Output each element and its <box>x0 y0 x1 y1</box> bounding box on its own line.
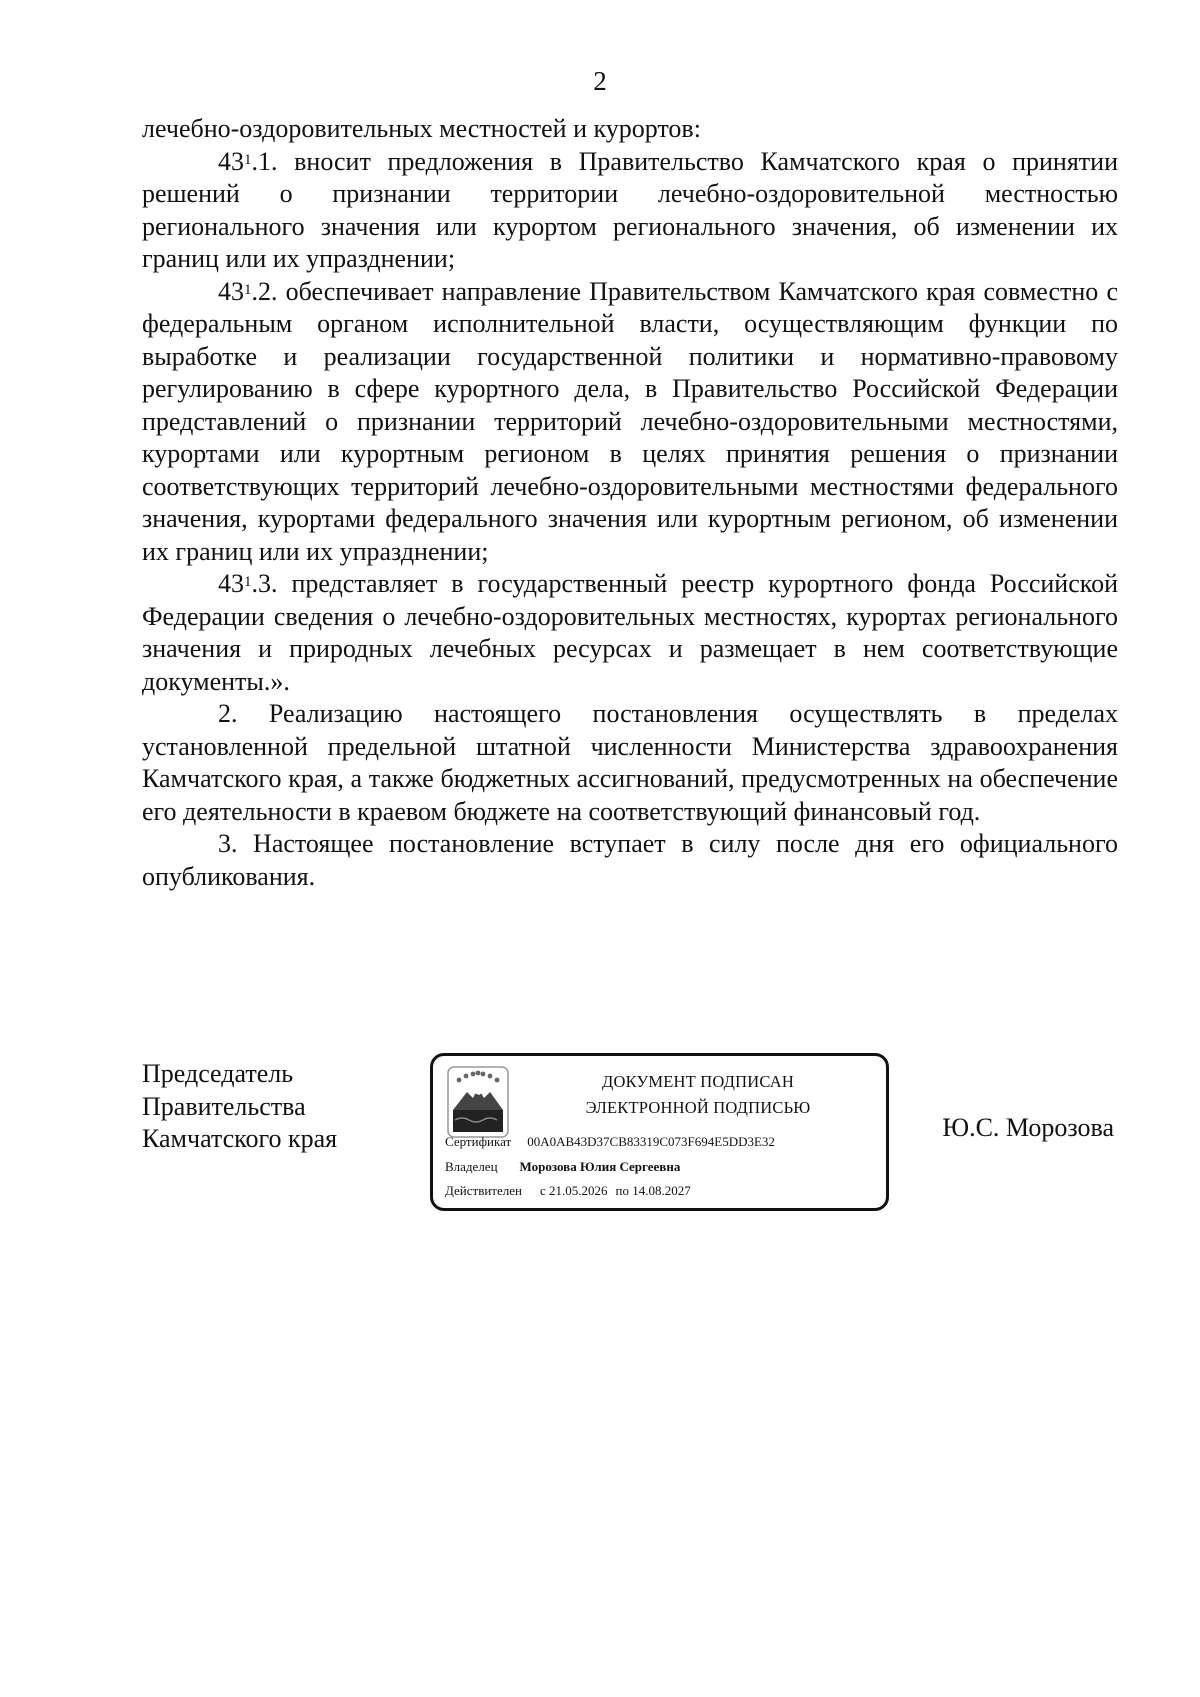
clause-text: .3. представляет в государственный реестр курортного фонда Российской Федерации сведения о лечебно-оздоровительных местностях, курортах регионального значения и природных лечебных ресурсах и размещает в нем соответствующие документы.». <box>142 569 1118 696</box>
stamp-heading <box>528 1069 868 1121</box>
stamp-certificate-row <box>445 1134 775 1150</box>
validity-label: Действителен <box>445 1183 522 1198</box>
owner-label: Владелец <box>445 1159 498 1174</box>
certificate-value: 00A0AB43D37CB83319C073F694E5DD3E32 <box>527 1134 775 1149</box>
clause-text: .2. обеспечивает направление Правительством Камчатского края совместно с федеральным органом исполнительной власти, осуществляющим функции по выработке и реализации государственной политики и нормативно-правовому регулированию в сфере курортного дела, в Правительство Российской Федерации представлений о признании территорий лечебно-оздоровительными местностями, курортами или курортным регионом в целях принятия решения о признании соответствующих территорий лечебно-оздоровительными местностями федерального значения, курортами федерального значения или курортным регионом, об изменении их границ или их упразднении; <box>142 276 1118 566</box>
clause-superscript: 1 <box>244 574 252 590</box>
paragraph-43-1-2 <box>142 276 1118 569</box>
clause-superscript: 1 <box>244 281 252 298</box>
stamp-validity-row <box>445 1183 691 1199</box>
stamp-heading-line: ЭЛЕКТРОННОЙ ПОДПИСЬЮ <box>585 1098 811 1117</box>
document-body <box>142 113 1118 893</box>
validity-from: с 21.05.2026 <box>539 1183 608 1198</box>
validity-to: по 14.08.2027 <box>615 1183 691 1198</box>
signer-title-line: Председатель <box>142 1059 294 1088</box>
certificate-label: Сертификат <box>445 1134 512 1149</box>
clause-number: 43 <box>218 146 244 176</box>
paragraph-43-1-3 <box>142 568 1118 698</box>
clause-text: .1. вносит предложения в Правительство Камчатского края о принятии решений о признании территории лечебно-оздоровительной местностью регионального значения или курортом регионального значения, об изменении их границ или их упразднении; <box>142 146 1118 273</box>
signer-title-line: Правительства <box>142 1091 306 1121</box>
electronic-signature-stamp <box>430 1053 889 1211</box>
clause-number: 43 <box>218 569 244 598</box>
clause-superscript: 1 <box>244 151 252 168</box>
clause-number: 43 <box>218 276 244 306</box>
paragraph-2: 2. Реализацию настоящего постановления осуществлять в пределах установленной предельной штатной численности Министерства здравоохранения Камчатского края, а также бюджетных ассигнований, предусмотренных на обеспечение его деятельности в краевом бюджете на соответствующий финансовый год. <box>142 699 1118 826</box>
paragraph-3: 3. Настоящее постановление вступает в силу после дня его официального опубликования. <box>142 829 1118 891</box>
stamp-owner-row <box>445 1159 680 1175</box>
signer-name: Ю.С. Морозова <box>942 1113 1114 1142</box>
stamp-heading-line: ДОКУМЕНТ ПОДПИСАН <box>602 1072 794 1091</box>
paragraph-continuation: лечебно-оздоровительных местностей и курортов: <box>142 114 701 143</box>
signer-title <box>142 1058 337 1156</box>
signer-title-line: Камчатского края <box>142 1124 338 1153</box>
owner-value: Морозова Юлия Сергеевна <box>519 1159 681 1174</box>
paragraph-43-1-1 <box>142 146 1118 276</box>
kamchatka-coat-of-arms-icon <box>447 1066 509 1138</box>
page-number: 2 <box>593 66 607 96</box>
